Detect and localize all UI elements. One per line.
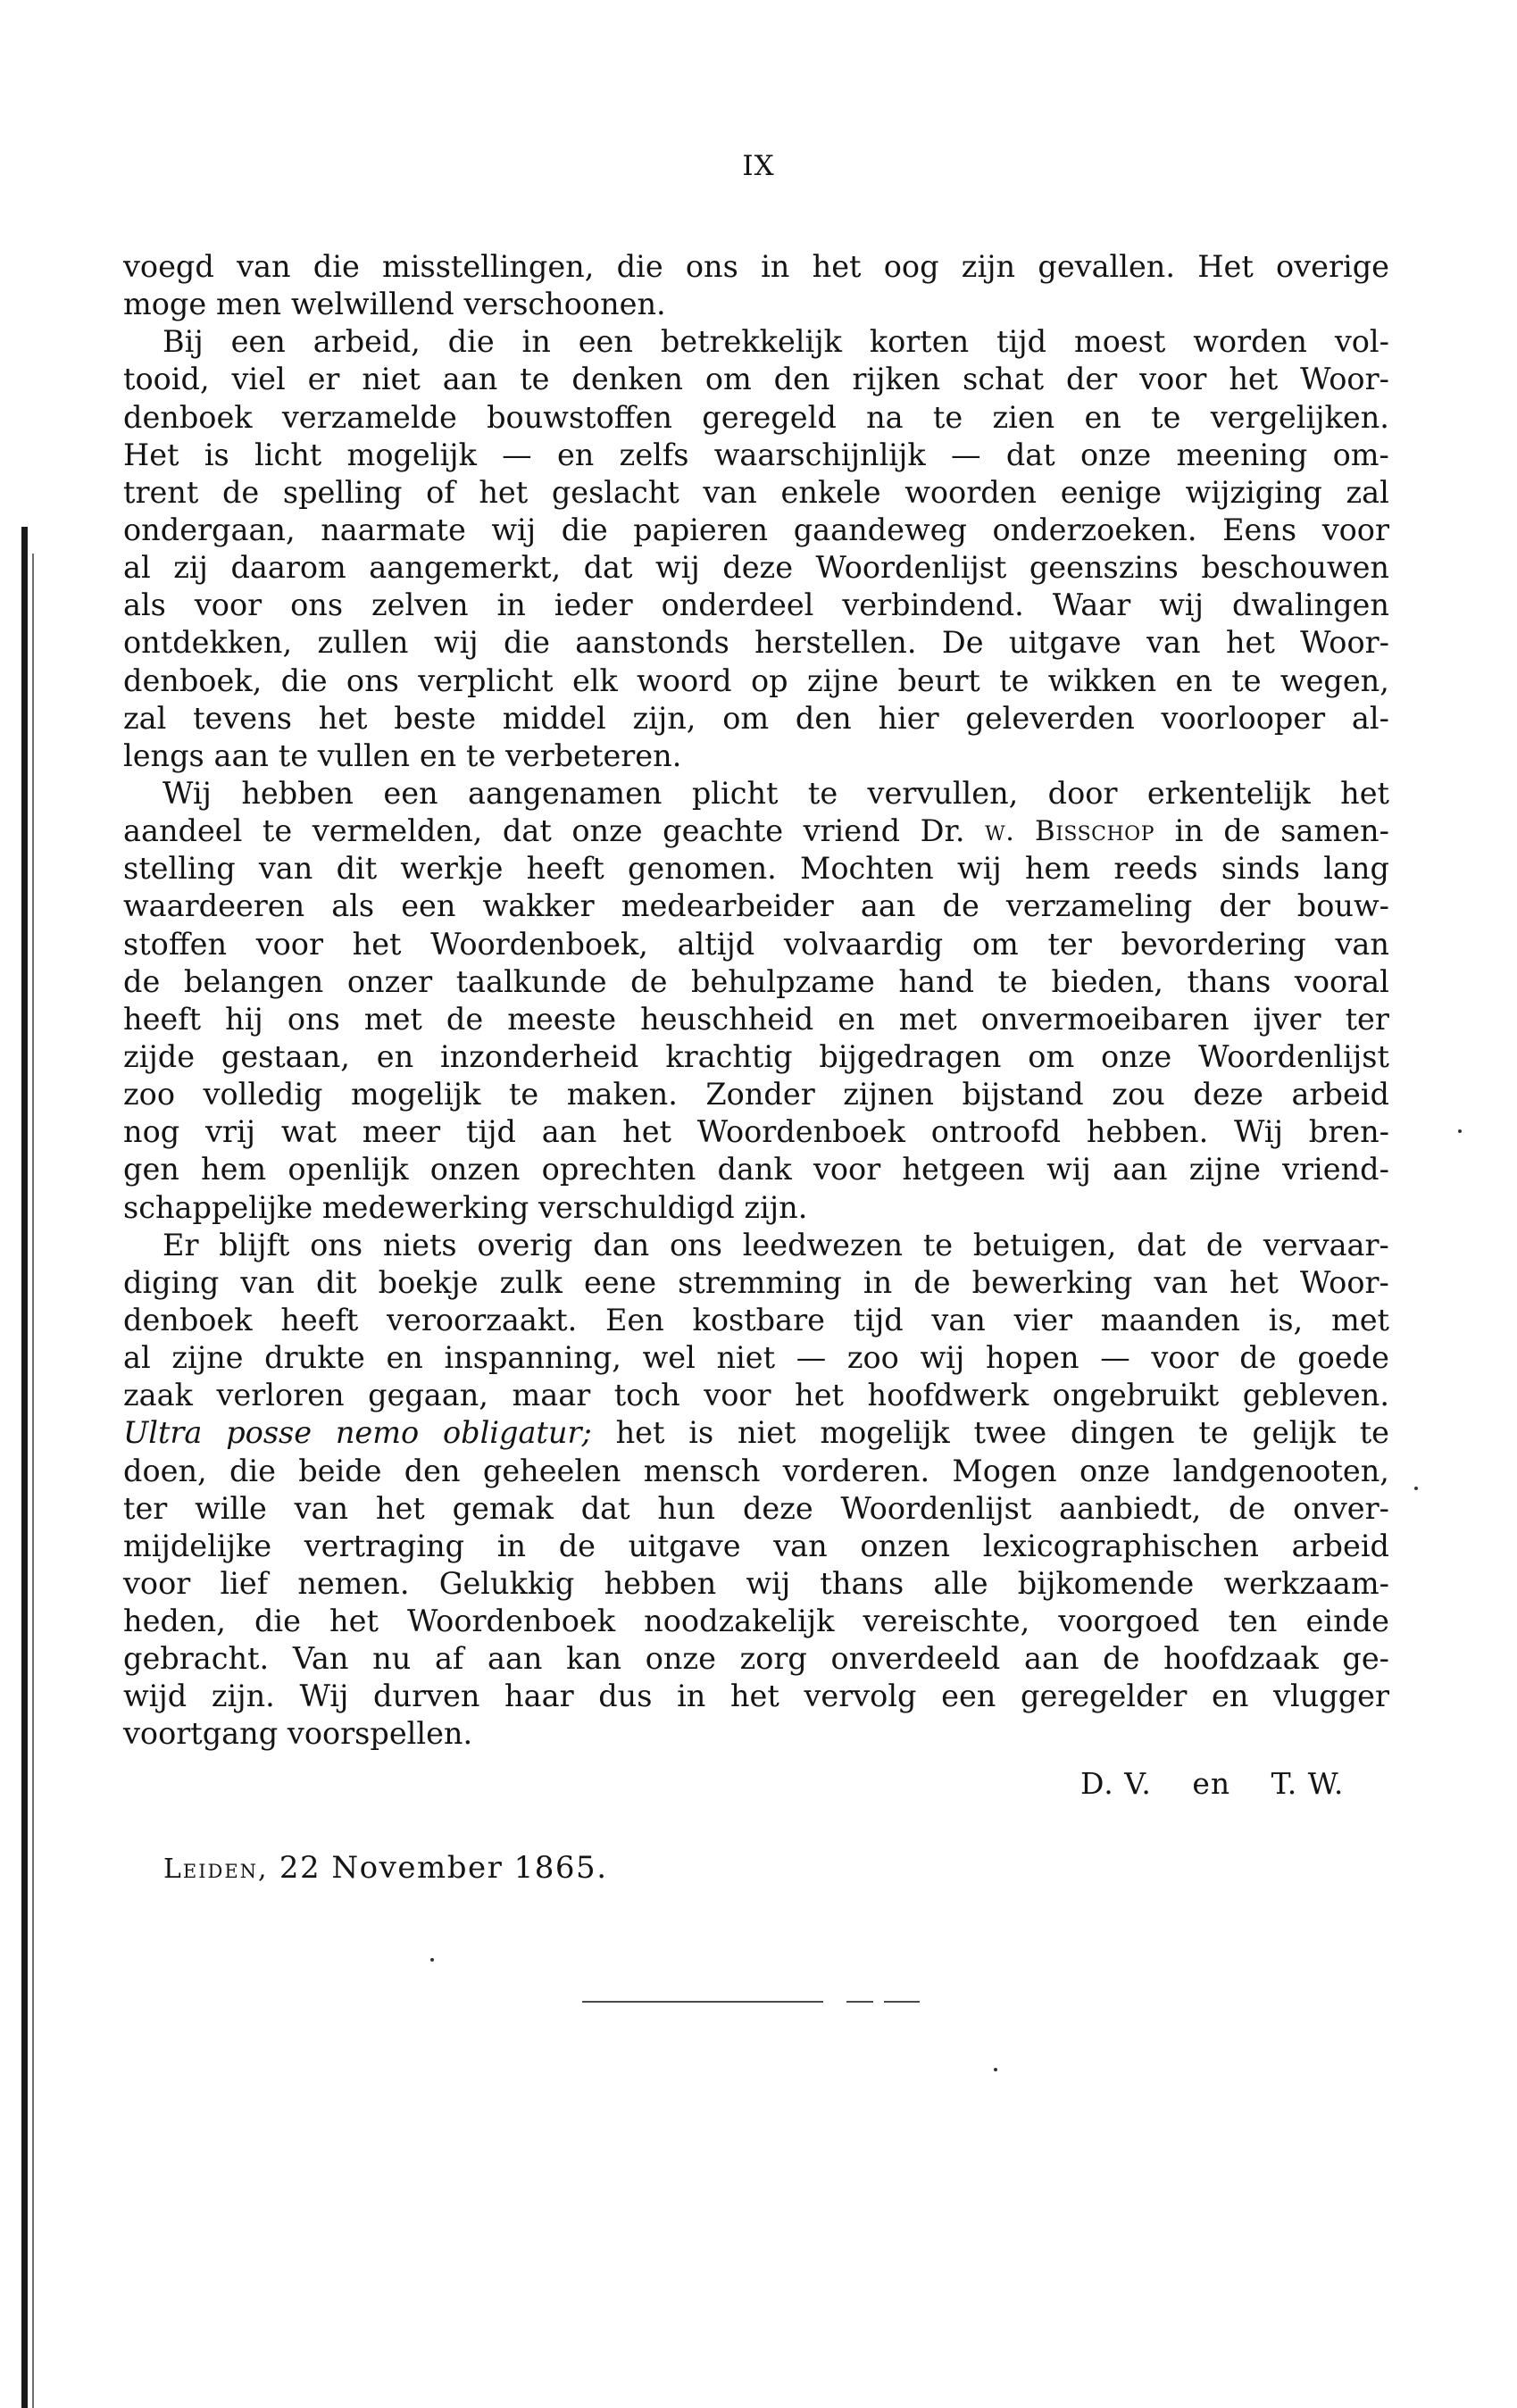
- text-line: wijd zijn. Wij durven haar dus in het vervolg een geregelder en vlugger: [123, 1679, 1389, 1714]
- text-line: Wij hebben een aangenamen plicht te vervullen, door erkentelijk het: [163, 775, 1389, 811]
- signature-first-initials: D. V.: [1080, 1766, 1152, 1801]
- text-line: doen, die beide den geheelen mensch vorderen. Mogen onze landgenooten,: [123, 1453, 1389, 1488]
- text-line: schappelijke medewerking verschuldigd zijn.: [123, 1189, 808, 1225]
- text-line: stelling van dit werkje heeft genomen. Mochten wij hem reeds sinds lang: [123, 851, 1389, 887]
- page-binding-edge: [21, 527, 28, 2408]
- text-line: Er blijft ons niets overig dan ons leedwezen te betuigen, dat de vervaar-: [163, 1227, 1389, 1262]
- text-line: de belangen onzer taalkunde de behulpzame hand te bieden, thans vooral: [123, 963, 1389, 999]
- print-speck: [430, 1958, 434, 1962]
- text-line: als voor ons zelven in ieder onderdeel verbindend. Waar wij dwalingen: [123, 587, 1389, 623]
- print-speck: [994, 2068, 997, 2071]
- place-name: Leiden,: [163, 1854, 269, 1885]
- text-line: voortgang voorspellen.: [123, 1716, 473, 1752]
- text-line: zoo volledig mogelijk te maken. Zonder zijnen bijstand zou deze arbeid: [123, 1077, 1389, 1112]
- closing-rule-dash: [884, 2001, 920, 2003]
- print-speck: [1458, 1129, 1462, 1133]
- text-line: denboek verzamelde bouwstoffen geregeld na te zien en te vergelijken.: [123, 399, 1389, 435]
- text-line: ondergaan, naarmate wij die papieren gaandeweg onderzoeken. Eens voor: [123, 512, 1389, 547]
- page-number: IX: [742, 150, 775, 182]
- text-line: al zijne drukte en inspanning, wel niet — zoo wij hopen — voor de goede: [123, 1340, 1389, 1376]
- text-line: al zij daarom aangemerkt, dat wij deze Woordenlijst geenszins beschouwen: [123, 550, 1389, 586]
- place-and-date: [163, 1850, 608, 1886]
- text-line: voor lief nemen. Gelukkig hebben wij thans alle bijkomende werkzaam-: [123, 1565, 1389, 1601]
- text-line: ter wille van het gemak dat hun deze Woordenlijst aanbiedt, de onver-: [123, 1490, 1389, 1526]
- text-line: voegd van die misstellingen, die ons in het oog zijn gevallen. Het overige: [123, 249, 1389, 284]
- text-line: denboek, die ons verplicht elk woord op zijne beurt te wikken en te wegen,: [123, 662, 1389, 698]
- text-line: zal tevens het beste middel zijn, om den hier geleverden voorlooper al-: [123, 700, 1389, 736]
- text-line: denboek heeft veroorzaakt. Een kostbare tijd van vier maanden is, met: [123, 1302, 1389, 1337]
- text-line: Bij een arbeid, die in een betrekkelijk korten tijd moest worden vol-: [163, 324, 1389, 360]
- text-line: ontdekken, zullen wij die aanstonds herstellen. De uitgave van het Woor-: [123, 625, 1389, 661]
- text-line: mijdelijke vertraging in de uitgave van onzen lexicographischen arbeid: [123, 1528, 1389, 1563]
- text-line: heeft hij ons met de meeste heuschheid en met onvermoeibaren ijver ter: [123, 1001, 1389, 1037]
- body-text: [123, 248, 1389, 1754]
- text-line: Ultra posse nemo obligatur; het is niet mogelijk twee dingen te gelijk te: [123, 1415, 1389, 1451]
- signature-conjunction: en: [1192, 1766, 1231, 1801]
- text-line: heden, die het Woordenboek noodzakelijk vereischte, voorgoed ten einde: [123, 1604, 1389, 1639]
- date-text: 22 November 1865.: [279, 1850, 608, 1886]
- text-line: gen hem openlijk onzen oprechten dank voor hetgeen wij aan zijne vriend-: [123, 1152, 1389, 1187]
- text-line: aandeel te vermelden, dat onze geachte vriend Dr. w. Bisschop in de samen-: [123, 813, 1389, 849]
- text-line: stoffen voor het Woordenboek, altijd volvaardig om ter bevordering van: [123, 926, 1389, 962]
- closing-rule-dash: [846, 2001, 873, 2003]
- print-speck: [1414, 1487, 1418, 1490]
- closing-rule: [582, 2001, 823, 2003]
- text-line: moge men welwillend verschoonen.: [123, 287, 666, 322]
- text-line: zaak verloren gegaan, maar toch voor het hoofdwerk ongebruikt gebleven.: [123, 1378, 1389, 1413]
- text-line: gebracht. Van nu af aan kan onze zorg onverdeeld aan de hoofdzaak ge-: [123, 1641, 1389, 1677]
- text-line: trent de spelling of het geslacht van enkele woorden eenige wijziging zal: [123, 474, 1389, 510]
- text-line: Het is licht mogelijk — en zelfs waarschijnlijk — dat onze meening om-: [123, 437, 1389, 472]
- text-line: diging van dit boekje zulk eene stremming in de bewerking van het Woor-: [123, 1264, 1389, 1300]
- text-line: waardeeren als een wakker medearbeider aan de verzameling der bouw-: [123, 888, 1389, 924]
- text-line: nog vrij wat meer tijd aan het Woordenboek ontroofd hebben. Wij bren-: [123, 1114, 1389, 1150]
- text-line: lengs aan te vullen en te verbeteren.: [123, 737, 682, 773]
- page-binding-shadow: [32, 554, 34, 2408]
- text-line: tooid, viel er niet aan te denken om den rijken schat der voor het Woor-: [123, 362, 1389, 397]
- text-line: zijde gestaan, en inzonderheid krachtig bijgedragen om onze Woordenlijst: [123, 1038, 1389, 1074]
- signature-second-initials: T. W.: [1271, 1766, 1345, 1801]
- signature: [1080, 1766, 1344, 1801]
